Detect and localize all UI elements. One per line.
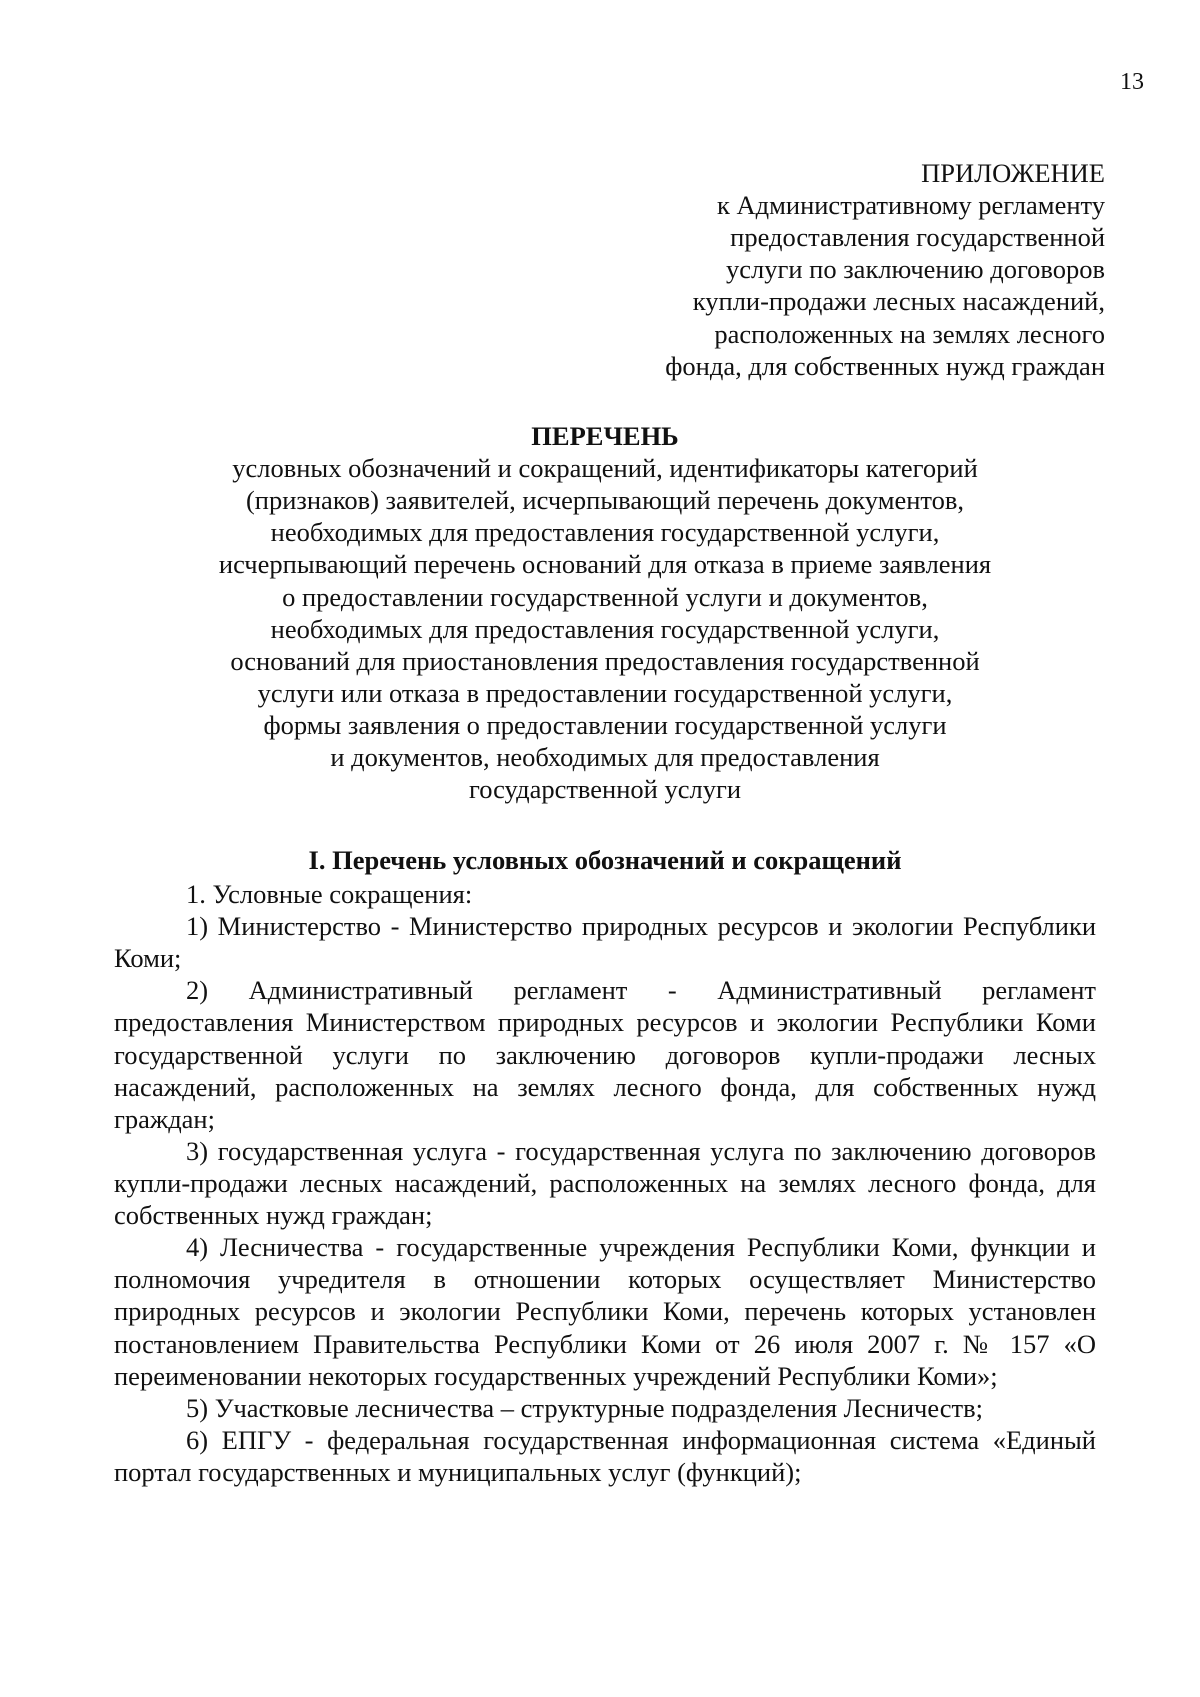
document-title: ПЕРЕЧЕНЬ — [531, 421, 679, 451]
title-line: о предоставлении государственной услуги и документов, — [282, 581, 928, 612]
title-line: условных обозначений и сокращений, идентификаторы категорий — [232, 453, 978, 484]
title-line: формы заявления о предоставлении государственной услуги — [263, 709, 947, 740]
appendix-line: купли-продажи лесных насаждений, — [692, 286, 1105, 317]
appendix-block — [545, 157, 1105, 382]
appendix-line: расположенных на землях лесного — [714, 318, 1105, 349]
paragraph: 2) Административный регламент - Административный регламент предоставления Министерством природных ресурсов и экологии Республики Коми государственной услуги по заключению договоров купли-продажи лесных насаждений, расположенных на землях лесного фонда, для собственных нужд граждан; — [114, 975, 1096, 1134]
title-line: государственной услуги — [468, 774, 742, 805]
paragraph: 5) Участковые лесничества – структурные подразделения Лесничеств; — [186, 1392, 983, 1423]
title-line: необходимых для предоставления государственной услуги, — [270, 613, 940, 644]
title-line: необходимых для предоставления государственной услуги, — [270, 517, 940, 548]
paragraph: 6) ЕПГУ - федеральная государственная информационная система «Единый портал государственных и муниципальных услуг (функций); — [114, 1424, 1096, 1487]
title-line: оснований для приостановления предоставления государственной — [230, 645, 980, 676]
appendix-line: ПРИЛОЖЕНИЕ — [921, 158, 1105, 188]
section-heading: I. Перечень условных обозначений и сокращений — [308, 845, 902, 875]
appendix-line: предоставления государственной — [730, 222, 1105, 253]
paragraph: 1. Условные сокращения: — [186, 879, 473, 909]
appendix-line: к Административному регламенту — [717, 190, 1105, 221]
title-line: исчерпывающий перечень оснований для отказа в приеме заявления — [218, 549, 992, 580]
page-number: 13 — [1120, 69, 1144, 95]
paragraph: 4) Лесничества - государственные учреждения Республики Коми, функции и полномочия учредителя в отношении которых осуществляет Министерство природных ресурсов и экологии Республики Коми, перечень которых установлен постановлением Правительства Республики Коми от 26 июля 2007 г. № 157 «О переименовании некоторых государственных учреждений Республики Коми»; — [114, 1232, 1096, 1391]
section-body — [114, 878, 1096, 1488]
appendix-line: фонда, для собственных нужд граждан — [665, 350, 1105, 381]
appendix-line: услуги по заключению договоров — [726, 254, 1105, 285]
paragraph: 3) государственная услуга - государственная услуга по заключению договоров купли-продажи лесных насаждений, расположенных на землях лесного фонда, для собственных нужд граждан; — [114, 1135, 1096, 1231]
title-line: (признаков) заявителей, исчерпывающий перечень документов, — [245, 485, 965, 516]
title-line: и документов, необходимых для предоставления — [330, 742, 880, 773]
paragraph: 1) Министерство - Министерство природных ресурсов и экологии Республики Коми; — [114, 911, 1096, 974]
title-line: услуги или отказа в предоставлении государственной услуги, — [257, 677, 953, 708]
document-title-block — [115, 420, 1095, 805]
